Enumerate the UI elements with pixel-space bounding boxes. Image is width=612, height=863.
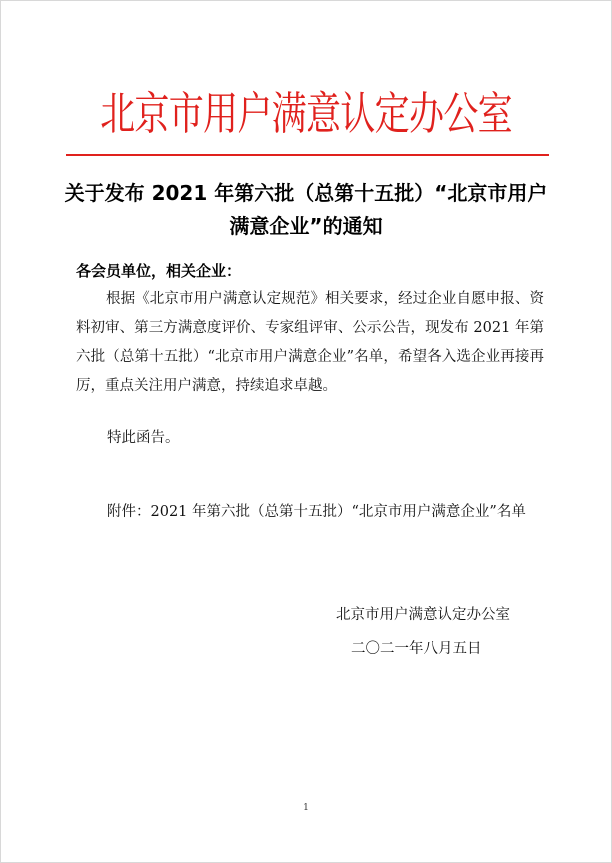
- closing-line: 特此函告。: [107, 430, 180, 446]
- letterhead-org-name: 北京市用户满意认定办公室: [100, 87, 512, 140]
- letterhead-red-rule: [66, 154, 549, 156]
- salutation: 各会员单位，相关企业：: [76, 262, 242, 280]
- body-paragraph: 根据《北京市用户满意认定规范》相关要求，经过企业自愿申报、资料初审、第三方满意度评价、专家组评审、公示公告，现发布 2021 年第六批（总第十五批）“北京市用户满意企业”名单，希望各入选企业再接再厉，重点关注用户满意，持续追求卓越。: [76, 291, 544, 394]
- attachment-line: 附件：2021 年第六批（总第十五批）“北京市用户满意企业”名单: [107, 504, 526, 520]
- signature-org: 北京市用户满意认定办公室: [336, 607, 510, 623]
- document-title: 关于发布 2021 年第六批（总第十五批）“北京市用户满意企业”的通知: [64, 181, 548, 238]
- signature-date: 二〇二一年八月五日: [351, 641, 482, 657]
- page-number: 1: [303, 803, 309, 813]
